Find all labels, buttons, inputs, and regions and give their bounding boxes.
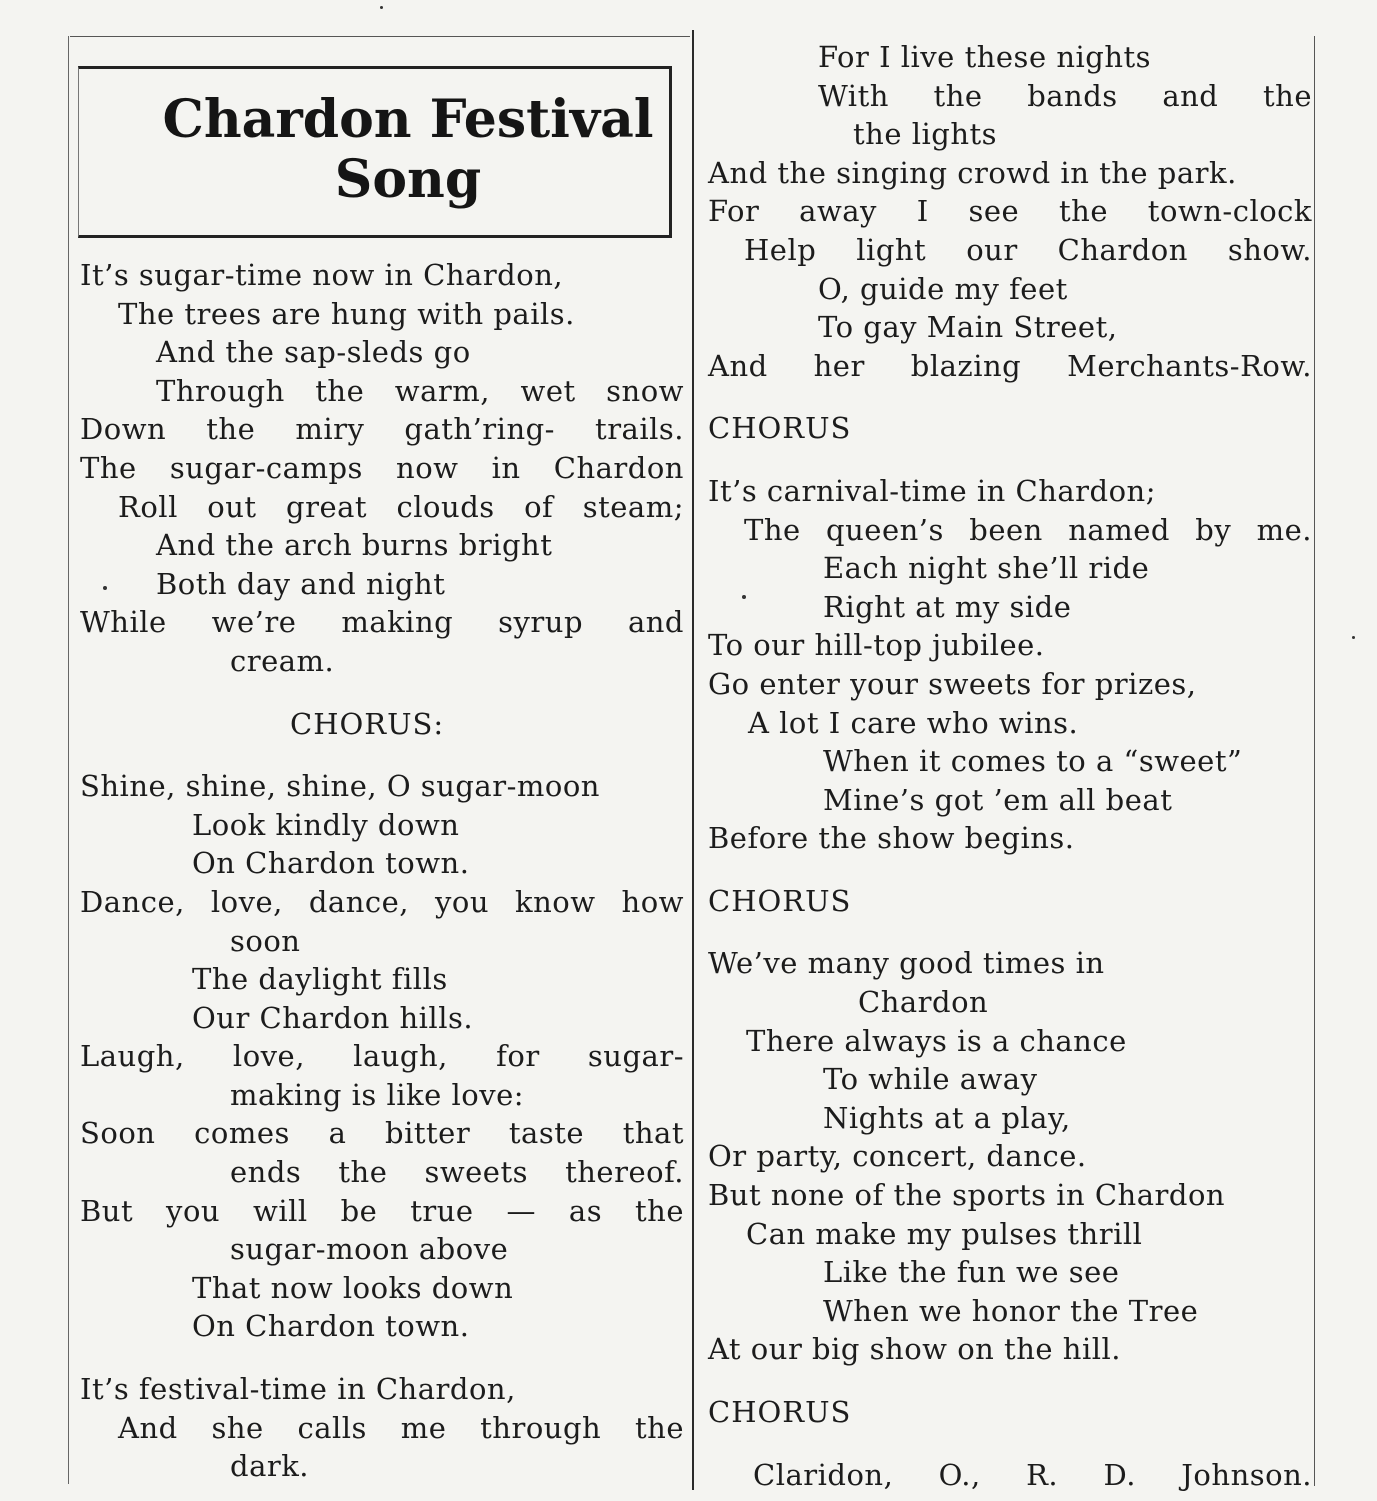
verse-line: soon xyxy=(230,923,301,958)
title-line-1: Chardon Festival xyxy=(162,89,654,150)
verse-line: Right at my side xyxy=(823,589,1072,624)
verse-line: To gay Main Street, xyxy=(818,310,1118,345)
stanza-gap xyxy=(708,1369,1312,1393)
verse-line: sugar-moon above xyxy=(230,1232,509,1267)
chorus-heading: CHORUS xyxy=(708,1395,852,1429)
verse-line: On Chardon town. xyxy=(192,846,470,881)
column-divider xyxy=(692,30,694,1490)
verse-line: To while away xyxy=(823,1062,1038,1097)
verse-line: Look kindly down xyxy=(192,807,460,842)
verse-line: ends the sweets thereof. xyxy=(230,1155,684,1190)
left-border-rule xyxy=(68,36,69,1484)
verse-line: To our hill-top jubilee. xyxy=(708,628,1045,663)
verse-line: And she calls me through the xyxy=(118,1410,684,1445)
verse-line: When it comes to a “sweet” xyxy=(823,744,1243,779)
verse-line: It’s carnival-time in Chardon; xyxy=(708,473,1156,508)
print-speck xyxy=(1352,636,1355,639)
verse-line: Like the fun we see xyxy=(823,1255,1120,1290)
verse-line: dark. xyxy=(230,1449,310,1484)
verse-line: The daylight fills xyxy=(192,962,448,997)
verse-line: For I live these nights xyxy=(818,40,1152,74)
verse-line: But you will be true — as the xyxy=(80,1193,684,1228)
verse-line: Before the show begins. xyxy=(708,821,1075,856)
verse-line: Down the miry gath’ring- trails. xyxy=(80,412,684,447)
print-speck xyxy=(103,586,107,590)
verse-line: Chardon xyxy=(858,985,989,1020)
stanza-gap xyxy=(708,1432,1312,1456)
verse-line: It’s sugar-time now in Chardon, xyxy=(80,258,564,292)
right-border-rule xyxy=(1314,36,1315,1486)
verse-line: Our Chardon hills. xyxy=(192,1000,474,1035)
verse-line: And the arch burns bright xyxy=(156,528,553,563)
top-rule xyxy=(70,36,690,37)
stanza-gap xyxy=(80,1346,684,1370)
verse-line: There always is a chance xyxy=(746,1023,1127,1058)
verse-line: We’ve many good times in xyxy=(708,946,1105,981)
stanza-gap xyxy=(708,858,1312,882)
verse-line: Through the warm, wet snow xyxy=(156,373,684,408)
stanza-gap xyxy=(708,385,1312,409)
verse-line: Or party, concert, dance. xyxy=(708,1139,1087,1174)
print-speck xyxy=(380,6,383,9)
verse-line: And the singing crowd in the park. xyxy=(708,155,1237,190)
verse-line: Claridon, O., R. D. Johnson. xyxy=(753,1457,1312,1492)
verse-line: And her blazing Merchants-Row. xyxy=(708,348,1312,383)
verse-line: When we honor the Tree xyxy=(823,1293,1199,1328)
verse-line: Go enter your sweets for prizes, xyxy=(708,666,1197,701)
verse-line: But none of the sports in Chardon xyxy=(708,1178,1226,1213)
verse-line: Help light our Chardon show. xyxy=(744,232,1312,267)
verse-line: That now looks down xyxy=(192,1270,514,1305)
verse-line: The sugar-camps now in Chardon xyxy=(80,450,684,485)
verse-line: Mine’s got ’em all beat xyxy=(823,782,1173,817)
verse-line: Both day and night xyxy=(156,566,446,601)
verse-line: Soon comes a bitter taste that xyxy=(80,1116,684,1151)
verse-line: At our big show on the hill. xyxy=(708,1332,1121,1367)
verse-line: The trees are hung with pails. xyxy=(118,296,575,331)
stanza-gap xyxy=(80,743,684,767)
chorus-heading: CHORUS xyxy=(708,883,852,918)
verse-line: The queen’s been named by me. xyxy=(744,512,1312,547)
verse-line: It’s festival-time in Chardon, xyxy=(80,1372,516,1407)
stanza-gap xyxy=(708,920,1312,944)
title-line-2: Song xyxy=(334,149,482,210)
verse-line: O, guide my feet xyxy=(818,271,1068,306)
verse-line: While we’re making syrup and xyxy=(80,605,684,640)
verse-line: Roll out great clouds of steam; xyxy=(118,489,684,524)
verse-line: And the sap-sleds go xyxy=(156,335,471,370)
verse-line: the lights xyxy=(853,117,998,152)
verse-line: Dance, love, dance, you know how xyxy=(80,884,684,919)
left-column xyxy=(80,256,684,1486)
article-title xyxy=(78,90,738,210)
verse-line: Laugh, love, laugh, for sugar- xyxy=(80,1039,684,1074)
verse-line: cream. xyxy=(230,643,335,678)
verse-line: Nights at a play, xyxy=(823,1100,1071,1135)
stanza-gap xyxy=(708,448,1312,472)
verse-line: For away I see the town-clock xyxy=(708,194,1312,229)
print-speck xyxy=(742,595,746,599)
verse-line: A lot I care who wins. xyxy=(748,705,1079,740)
verse-line: On Chardon town. xyxy=(192,1309,470,1344)
verse-line: Each night she’ll ride xyxy=(823,551,1150,586)
verse-line: With the bands and the xyxy=(818,78,1312,113)
verse-line: Shine, shine, shine, O sugar-moon xyxy=(80,769,600,804)
chorus-heading: CHORUS xyxy=(708,411,852,446)
stanza-gap xyxy=(80,681,684,705)
verse-line: making is like love: xyxy=(230,1077,525,1112)
chorus-heading: CHORUS: xyxy=(290,706,445,741)
right-column xyxy=(708,38,1312,1494)
verse-line: Can make my pulses thrill xyxy=(746,1216,1143,1251)
